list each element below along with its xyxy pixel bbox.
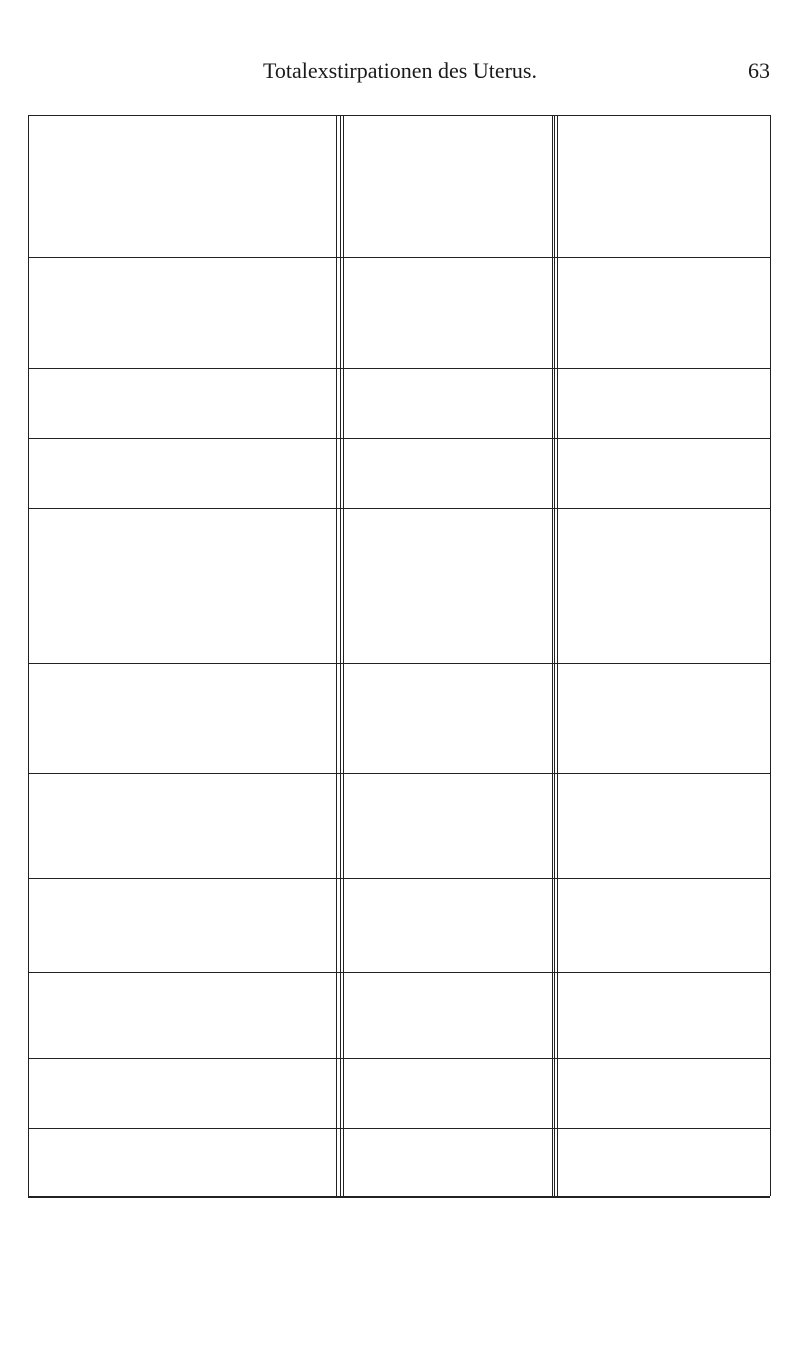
table-rule (28, 257, 770, 258)
column-rule (336, 115, 337, 1196)
table-rule (28, 972, 770, 973)
table-rule (28, 1196, 770, 1198)
table-rule (28, 115, 770, 116)
table-rule (28, 878, 770, 879)
column-rule (343, 115, 344, 1196)
table-rule (28, 368, 770, 369)
column-rule (552, 115, 553, 1196)
column-rule (557, 115, 558, 1196)
column-rule (340, 115, 341, 1196)
table-rule (28, 1128, 770, 1129)
column-rule (770, 115, 771, 1196)
table-rule (28, 438, 770, 439)
page-header (30, 52, 770, 92)
table-rule (28, 1058, 770, 1059)
running-title: Totalexstirpationen des Uterus. (262, 58, 537, 83)
table-rule (28, 773, 770, 774)
table-rule (28, 508, 770, 509)
page-number: 63 (748, 58, 770, 83)
column-rule (28, 115, 29, 1196)
table-rule (28, 663, 770, 664)
column-rule (554, 115, 555, 1196)
